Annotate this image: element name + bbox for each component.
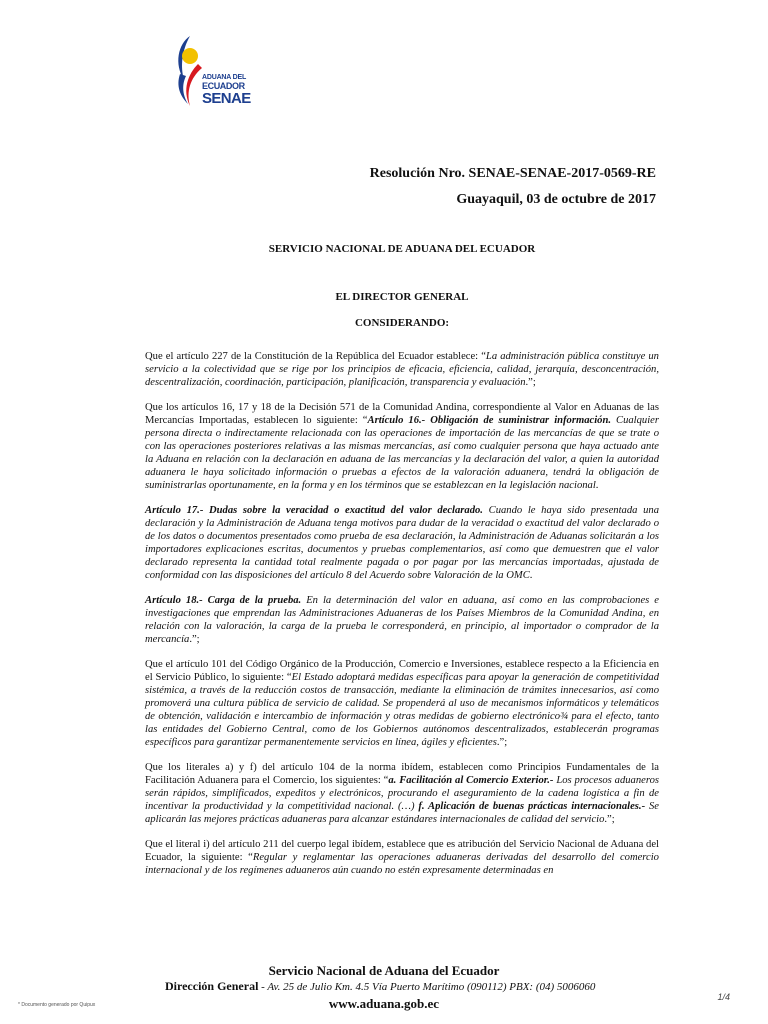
director-title: EL DIRECTOR GENERAL: [335, 291, 469, 303]
paragraph-article-211: Que el literal i) del artículo 211 del cuerpo legal ibídem, establece que es atribución del Servicio Nacional de Aduana del Ecuador, la siguiente: “Regular y reglamentar las operaciones aduaneras derivadas del desarrollo del comercio internacional y de los regímenes aduaneros aún cuando no estén expresamente determinadas en: [145, 839, 659, 876]
footer-address-text: - Av. 25 de Julio Km. 4.5 Vía Puerto Marítimo (090112) PBX: (04) 5006060: [258, 981, 596, 993]
footer-agency-name: Servicio Nacional de Aduana del Ecuador: [268, 963, 500, 978]
paragraph-article-17: Artículo 17.- Dudas sobre la veracidad o exactitud del valor declarado. Cuando le haya sido presentada una declaración y la Administración de Aduana tenga motivos para dudar de la veracidad o exactitud del valor declarado o de los datos o documentos presentados como prueba de esa declaración, la Administración de Aduanas solicitarán a los importadores explicaciones escritas, documentos y pruebas complementarios, así como que demuestren que el valor declarado representa la cantidad total realmente pagada o por pagar por las mercancías importadas, ajustada de conformidad con las disposiciones del artículo 8 del Acuerdo sobre Valoración de la OMC.: [145, 505, 659, 581]
paragraph-article-101: Que el artículo 101 del Código Orgánico de la Producción, Comercio e Inversiones, establece respecto a la Eficiencia en el Servicio Público, lo siguiente: “El Estado adoptará medidas específicas para apoyar la generación de competitividad sistémica, a través de la reducción costos de transacción, mediante la eliminación de trámites innecesarios, así como promoverá una cultura pública de servicio de calidad. Se propenderá al uso de mecanismos informáticos y telemáticos de obtención, validación e intercambio de información y otras medidas de gobierno electrónico¾ para el efecto, tanto las entidades del Gobierno Central, como de los Gobiernos autónomos descentralizados, establecerán programas específicos para garantizar permanentemente servicios en línea, ágiles y eficientes.”;: [145, 659, 660, 748]
resolution-number: Resolución Nro. SENAE-SENAE-2017-0569-RE: [369, 166, 656, 181]
paragraph-article-18: Artículo 18.- Carga de la prueba. En la determinación del valor en aduana, así como en las comprobaciones e investigaciones que emprendan las Administraciones Aduaneras de los Países Miembros de la Comunidad Andina, en relación con la valoración, la carga de la prueba le corresponderá, en principio, al importador o comprador de la mercancía.”;: [145, 595, 659, 645]
agency-title: SERVICIO NACIONAL DE ADUANA DEL ECUADOR: [268, 243, 536, 255]
page-number: 1/4: [717, 992, 730, 1002]
paragraph-decision-571: Que los artículos 16, 17 y 18 de la Decisión 571 de la Comunidad Andina, correspondiente al Valor en Aduanas de las Mercancías Importadas, establecen lo siguiente: “Artículo 16.- Obligación de suministrar información. Cualquier persona directa o indirectamente relacionada con las operaciones de importación de las mercancías de que se trate o con las operaciones posteriores relativas a las mismas mercancías, así como cualquier persona que haya actuado ante la Aduana en relación con la declaración en aduana de las mercancías y la declaración del valor, a quien la autoridad aduanera le haya solicitado información o pruebas a efectos de la valoración aduanera, tendrá la obligación de suministrarlas oportunamente, en la forma y en los términos que se establezcan en la legislación nacional.: [145, 402, 659, 491]
generated-note: * Documento generado por Quipux: [18, 1002, 96, 1008]
document-body: [145, 350, 659, 889]
footer-website: www.aduana.gob.ec: [328, 996, 440, 1011]
logo-text-line2: ECUADOR: [202, 81, 245, 91]
senae-logo: [168, 34, 254, 110]
footer-address: [165, 979, 595, 994]
logo-text-line3: SENAE: [202, 90, 251, 107]
footer-address-label: Dirección General: [165, 979, 259, 993]
resolution-date: Guayaquil, 03 de octubre de 2017: [456, 192, 656, 207]
paragraph-article-104: Que los literales a) y f) del artículo 104 de la norma ibídem, establecen como Principios Fundamentales de la Facilitación Aduanera para el Comercio, los siguientes: “a. Facilitación al Comercio Exterior.- Los procesos aduaneros serán rápidos, simplificados, expeditos y electrónicos, procurando el aseguramiento de la cadena logística a fin de incentivar la productividad y la competitividad nacional. (…) f. Aplicación de buenas prácticas internacionales.- Se aplicarán las mejores prácticas aduaneras para alcanzar estándares internacionales de calidad del servicio.”;: [145, 762, 660, 825]
logo-text-line1: ADUANA DEL: [202, 74, 247, 81]
paragraph-constitution: Que el artículo 227 de la Constitución de la República del Ecuador establece: “La administración pública constituye un servicio a la colectividad que se rige por los principios de eficacia, eficiencia, calidad, jerarquía, desconcentración, descentralización, coordinación, participación, planificación, transparencia y evaluación.”;: [145, 351, 659, 388]
considering-title: CONSIDERANDO:: [354, 317, 450, 329]
